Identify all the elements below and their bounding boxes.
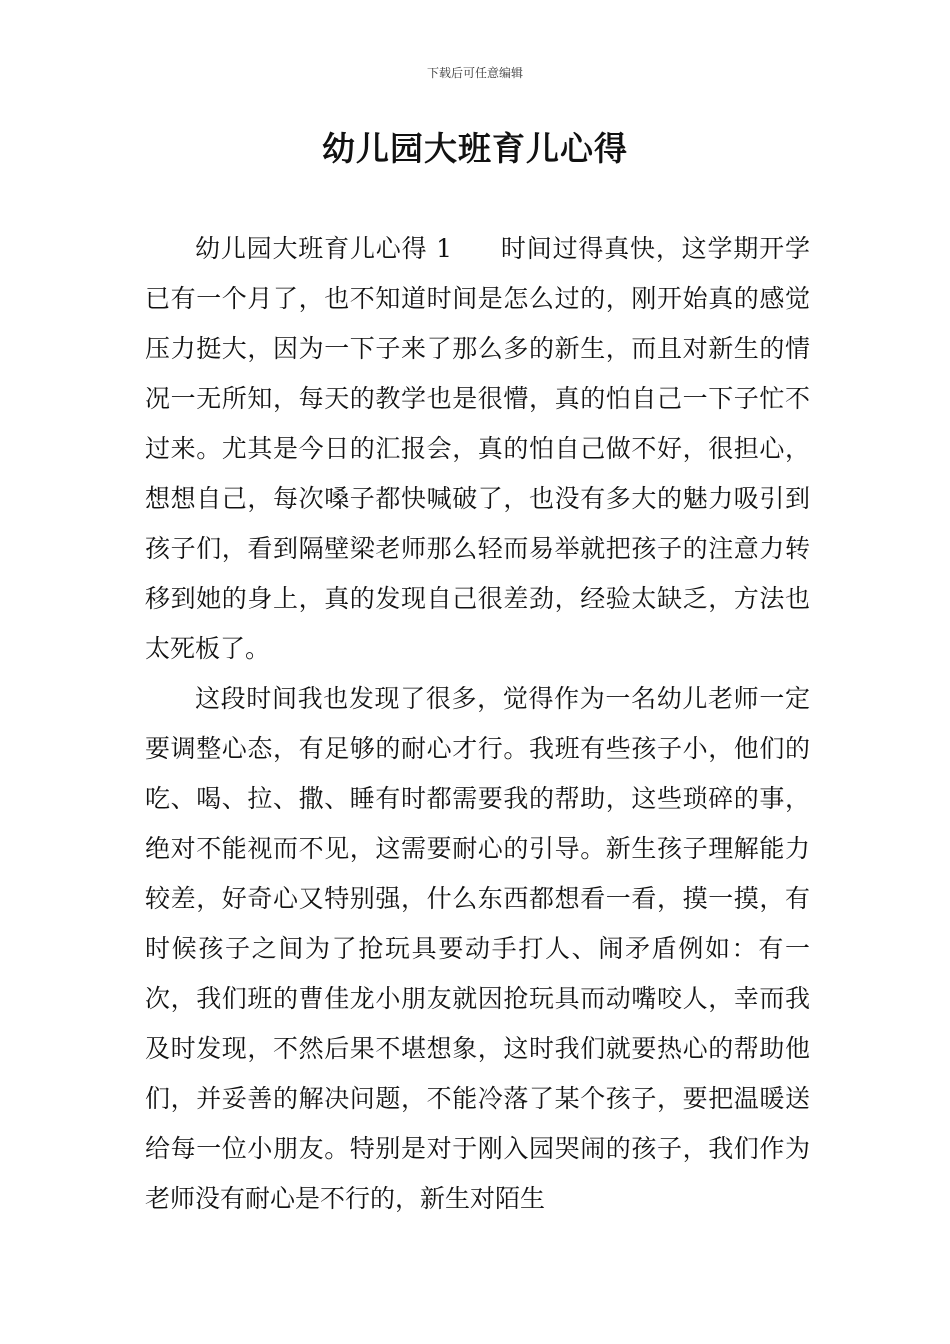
document-title: 幼儿园大班育儿心得 <box>322 129 628 168</box>
paragraph-1 <box>145 224 810 674</box>
paragraph-2 <box>145 674 810 1224</box>
paragraph-2-text: 这段时间我也发现了很多，觉得作为一名幼儿老师一定要调整心态，有足够的耐心才行。我班有些孩子小，他们的吃、喝、拉、撒、睡有时都需要我的帮助，这些琐碎的事，绝对不能视而不见，这需要耐心的引导。新生孩子理解能力较差，好奇心又特别强，什么东西都想看一看，摸一摸，有时候孩子之间为了抢玩具要动手打人、闹矛盾例如：有一次，我们班的曹佳龙小朋友就因抢玩具而动嘴咬人，幸而我及时发现，不然后果不堪想象，这时我们就要热心的帮助他们，并妥善的解决问题，不能冷落了某个孩子，要把温暖送给每一位小朋友。特别是对于刚入园哭闹的孩子，我们作为老师没有耐心是不行的，新生对陌生 <box>145 684 810 1213</box>
paragraph-1-text: 时间过得真快，这学期开学已有一个月了，也不知道时间是怎么过的，刚开始真的感觉压力挺大，因为一下子来了那么多的新生，而且对新生的情况一无所知，每天的教学也是很懵，真的怕自己一下子忙不过来。尤其是今日的汇报会，真的怕自己做不好，很担心，想想自己，每次嗓子都快喊破了，也没有多大的魅力吸引到孩子们，看到隔壁梁老师那么轻而易举就把孩子的注意力转移到她的身上，真的发现自己很差劲，经验太缺乏，方法也太死板了。 <box>145 234 810 663</box>
header-note: 下载后可任意编辑 <box>426 66 523 80</box>
document-body <box>145 224 810 1224</box>
paragraph-1-label: 幼儿园大班育儿心得 1 <box>195 234 453 263</box>
